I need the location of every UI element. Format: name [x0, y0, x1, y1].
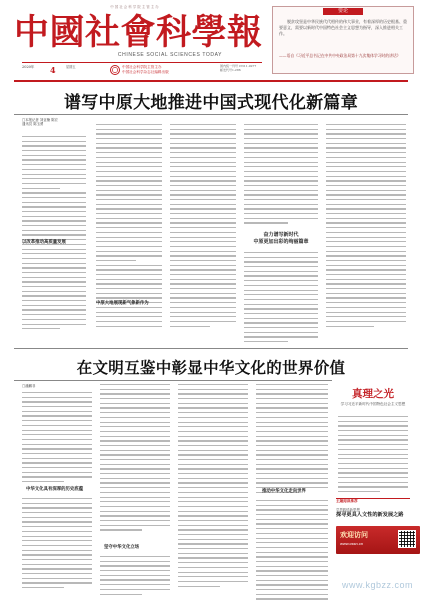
column-text: [22, 136, 86, 333]
lead-article-column-4: [244, 124, 322, 344]
column-text: [256, 500, 328, 600]
newspaper-title: 中國社會科學報: [14, 12, 263, 53]
truth-light-subtitle: 学习习近平新时代中国特色社会主义思想: [340, 402, 406, 406]
boxed-subhead-line: 奋力谱写新时代: [263, 232, 299, 238]
column-text: [244, 124, 318, 227]
recommended-reading-title: 探寻更具人文性的新发展之路: [336, 512, 404, 518]
site-watermark: www.kgbzz.com: [342, 580, 414, 590]
column-text: [256, 384, 328, 497]
newspaper-title-english: CHINESE SOCIAL SCIENCES TODAY: [117, 52, 223, 58]
lead-article-column-1: [22, 124, 92, 344]
issue-date: 2020年: [22, 65, 35, 69]
lead-article-subhead-1: 以改革推动高质量发展: [22, 240, 66, 245]
lead-article-subhead-2: 中原大地展现新气象新作为: [96, 301, 149, 306]
column-text: [100, 556, 170, 598]
lead-article-column-3: [170, 124, 240, 344]
column-text: [326, 124, 406, 330]
column-text: [22, 392, 92, 486]
second-article-headline: 在文明互鉴中彰显中华文化的世界价值: [76, 358, 346, 377]
publication-codes: [220, 64, 280, 72]
column-text: [22, 498, 92, 592]
website-banner: [336, 526, 420, 554]
column-text: [244, 252, 318, 346]
key-quote-label: 要论: [323, 8, 363, 15]
website-banner-title: 欢迎访问: [340, 530, 368, 539]
recommended-reading-kicker: 学思践悟新思想: [336, 508, 360, 512]
headline-divider: [14, 114, 408, 115]
boxed-subhead-line: 中原更加出彩的绚丽篇章: [253, 239, 309, 245]
section-divider: [14, 348, 408, 349]
truth-light-column: [336, 386, 410, 496]
lead-article-headline: 谱写中原大地推进中国式现代化新篇章: [63, 93, 359, 113]
second-article-subhead-2: 坚守中华文化立场: [104, 545, 140, 550]
second-article-column-3: [178, 384, 252, 596]
headline-divider: [14, 380, 332, 381]
byline-line: □本报记者 刘亚楠 陈宏: [22, 118, 58, 122]
key-quote-source: ——语自《习近平总书记在中共中央政治局第十九次集体学习时的讲话》: [279, 53, 401, 58]
publication-code: 国内统一刊号 CN11-0277: [220, 64, 257, 68]
publisher-org-line: 中国社会科学院主管主办: [122, 65, 162, 69]
second-article-column-4: [256, 384, 332, 596]
truth-light-title: 真理之光: [352, 388, 394, 400]
academy-logo-icon: [110, 65, 120, 75]
second-article-column-1: [22, 392, 96, 596]
publication-code: 邮发代号1-286: [220, 68, 241, 72]
second-article-subhead-3: 推动中华文化走向世界: [262, 489, 306, 494]
issue-info-row: [22, 62, 262, 76]
publisher-org-line: 中国社会科学杂志社编辑出版: [122, 69, 169, 74]
website-banner-url: www.cssn.cn: [340, 541, 364, 546]
lead-article-boxed-subhead: [244, 232, 318, 246]
masthead-tagline: 中国社会科学院主管主办: [110, 5, 160, 9]
masthead-divider: [14, 80, 408, 82]
key-quote-header: [273, 7, 413, 16]
second-article-column-2: [100, 384, 174, 596]
byline-line: 通讯员 陈玉勇: [22, 122, 44, 127]
second-article-byline: □潘鹏非: [22, 384, 36, 388]
publisher-org: [122, 65, 192, 74]
issue-weekday: 星期五: [66, 65, 76, 69]
column-text: [178, 384, 248, 590]
issue-day: 4: [50, 65, 56, 75]
key-quote-text: 脱贫攻坚是中华民族代代相传的伟大事业，有着深厚的历史根基、重要意义，需要以新时代中国特色社会主义思想为指导，深入推进相关工作。: [279, 19, 407, 37]
key-quote-box: [272, 6, 414, 74]
lead-article-column-2: [96, 124, 166, 344]
lead-article-column-5: [326, 124, 410, 344]
column-text: [100, 384, 170, 534]
recommended-reading-label: 主题阅读推荐: [336, 498, 410, 504]
column-text: [170, 124, 236, 330]
column-text: [338, 416, 408, 496]
second-article-subhead-1: 中华文化具有深厚的历史底蕴: [26, 487, 84, 492]
qr-code-icon: [398, 530, 416, 548]
